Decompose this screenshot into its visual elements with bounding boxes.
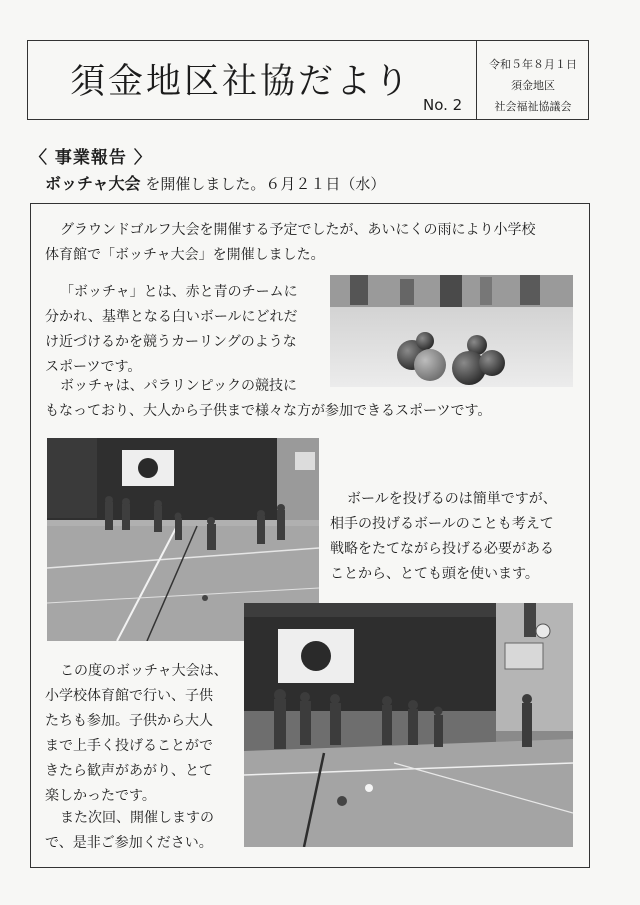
summary-line-6: 楽しかったです。 bbox=[45, 788, 156, 804]
intro-line-2: 体育館で「ボッチャ大会」を開催しました。 bbox=[45, 247, 325, 263]
paralympic-line-2: もなっており、大人から子供まで様々な方が参加できるスポーツです。 bbox=[45, 403, 492, 419]
closing-line-1: また次回、開催しますの bbox=[60, 810, 214, 826]
intro-line-1: グラウンドゴルフ大会を開催する予定でしたが、あいにくの雨により小学校 bbox=[60, 222, 536, 238]
strategy-line-4: ことから、とても頭を使います。 bbox=[330, 566, 539, 582]
paralympic-line-1: ボッチャは、パラリンピックの競技に bbox=[60, 378, 298, 394]
summary-line-2: 小学校体育館で行い、子供 bbox=[45, 688, 213, 704]
issue-number: No. 2 bbox=[423, 96, 463, 114]
strategy-line-1: ボールを投げるのは簡単ですが、 bbox=[347, 491, 557, 507]
publisher-name: 社会福祉協議会 bbox=[494, 100, 572, 113]
strategy-line-2: 相手の投げるボールのことも考えて bbox=[330, 516, 554, 532]
gym-photo-2 bbox=[244, 603, 573, 847]
balls-photo bbox=[330, 275, 573, 387]
summary-line-1: この度のボッチャ大会は、 bbox=[60, 663, 228, 679]
district-name: 須金地区 bbox=[511, 79, 555, 92]
summary-line-3: たちも参加。子供から大人 bbox=[45, 713, 213, 729]
strategy-line-3: 戦略をたてながら投げる必要がある bbox=[330, 541, 554, 557]
whatis-line-4: スポーツです。 bbox=[45, 359, 142, 375]
event-detail: を開催しました。６月２１日（水） bbox=[145, 175, 386, 193]
event-name: ボッチャ大会 bbox=[45, 174, 141, 193]
publish-date: 令和５年８月１日 bbox=[489, 58, 577, 71]
whatis-line-1: 「ボッチャ」とは、赤と青のチームに bbox=[60, 284, 298, 300]
whatis-line-3: け近づけるかを競うカーリングのような bbox=[45, 334, 297, 350]
summary-line-5: きたら歓声があがり、とて bbox=[45, 763, 213, 779]
newsletter-title: 須金地区社協だより bbox=[70, 62, 413, 102]
whatis-line-2: 分かれ、基準となる白いボールにどれだ bbox=[45, 309, 298, 325]
event-line bbox=[45, 171, 385, 194]
summary-line-4: まで上手く投げることがで bbox=[45, 738, 213, 754]
section-heading: 〈 事業報告 〉 bbox=[30, 148, 152, 168]
closing-line-2: で、是非ご参加ください。 bbox=[45, 835, 213, 851]
